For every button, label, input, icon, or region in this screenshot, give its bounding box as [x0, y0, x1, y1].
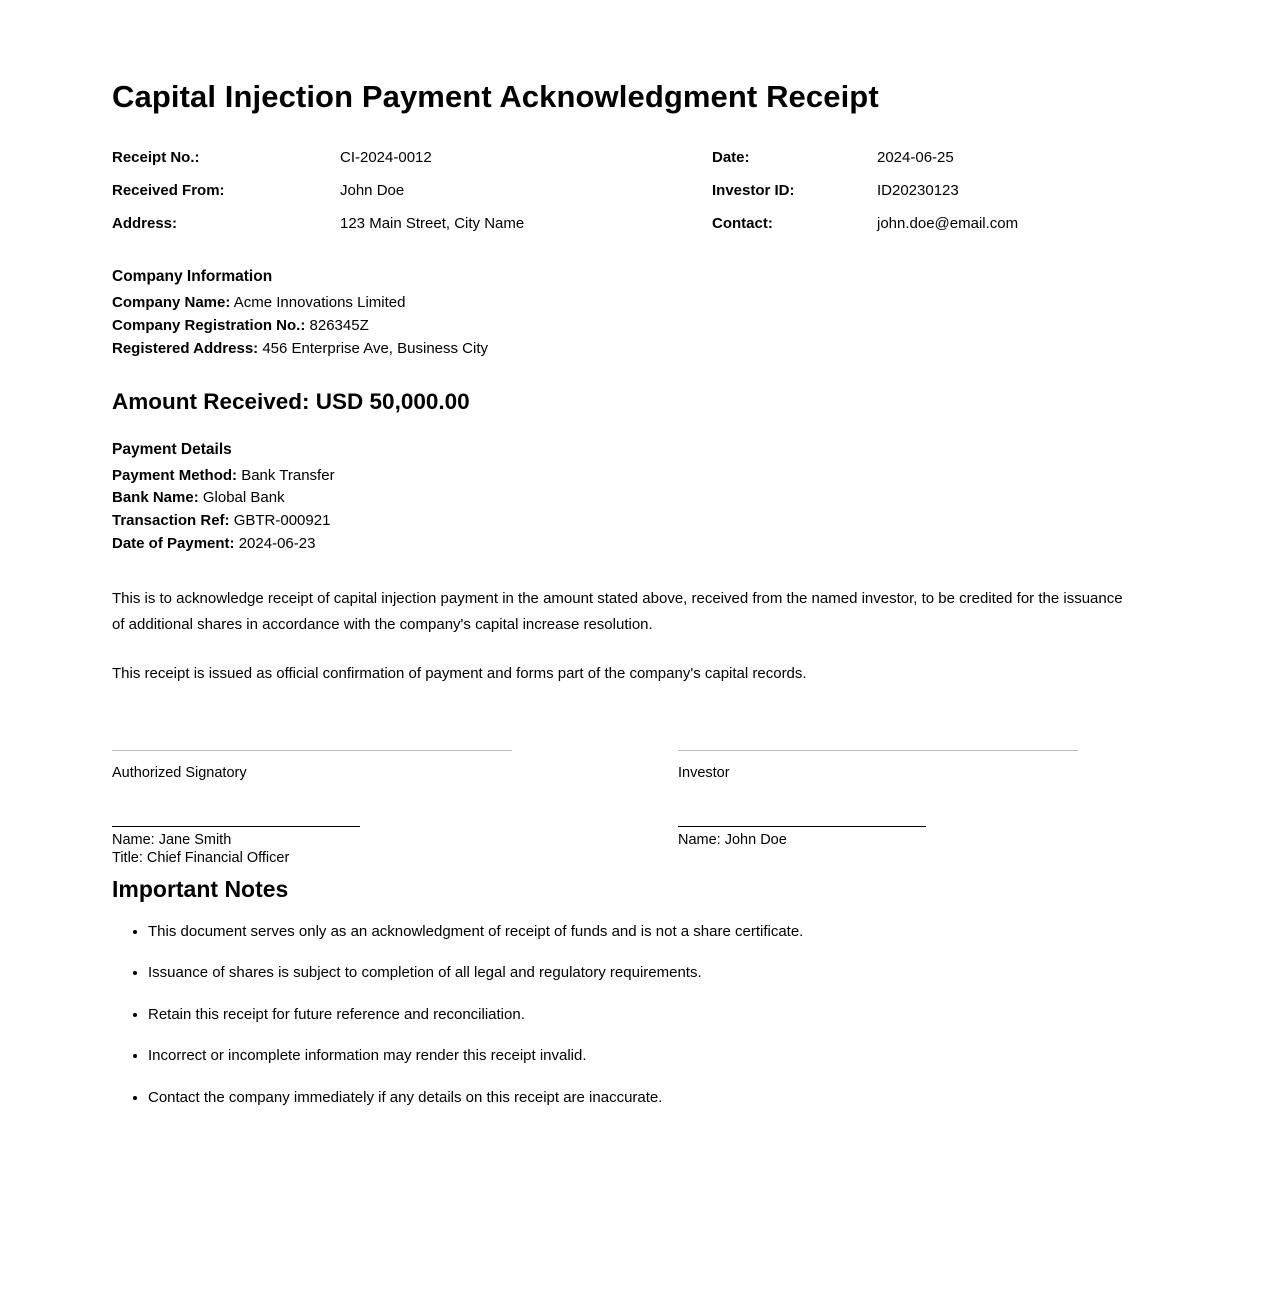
bank-name-line	[112, 487, 1166, 510]
date-of-payment-line	[112, 533, 1166, 556]
name-rule-authorized	[112, 826, 360, 827]
company-name-value: Acme Innovations Limited	[233, 294, 406, 312]
receipt-meta-grid	[112, 149, 1166, 232]
registered-address-value: 456 Enterprise Ave, Business City	[262, 339, 489, 357]
received-from-value: John Doe	[340, 182, 405, 200]
payment-method-line	[112, 465, 1166, 488]
name-rule-investor	[678, 826, 926, 827]
important-notes-list	[112, 921, 1166, 1110]
acknowledgment-paragraph: This is to acknowledge receipt of capital injection payment in the amount stated above, received from the named investor, to be credited for the issuance of additional shares in accordance with the company's capital increase resolution.	[112, 589, 1123, 634]
signature-block-authorized	[112, 750, 639, 868]
receipt-no-value: CI-2024-0012	[340, 149, 432, 167]
confirmation-paragraph: This receipt is issued as official confirmation of payment and forms part of the company's capital records.	[112, 665, 807, 683]
signature-role-investor: Investor	[678, 764, 730, 781]
transaction-ref-value: GBTR-000921	[233, 512, 331, 530]
company-registration-value: 826345Z	[309, 316, 369, 334]
signature-name-authorized: Name: Jane Smith	[112, 831, 232, 848]
bank-name-label: Bank Name:	[112, 489, 199, 507]
registered-address-line	[112, 338, 1166, 361]
signature-title-authorized: Title: Chief Financial Officer	[112, 850, 290, 867]
payment-method-value: Bank Transfer	[241, 466, 335, 484]
contact-label: Contact:	[712, 215, 773, 233]
date-label: Date:	[712, 149, 750, 167]
transaction-ref-label: Transaction Ref:	[112, 512, 230, 530]
signature-area	[112, 750, 1166, 868]
company-name-label: Company Name:	[112, 294, 231, 312]
date-of-payment-value: 2024-06-23	[238, 534, 316, 552]
contact-value: john.doe@email.com	[877, 215, 1019, 233]
company-registration-label: Company Registration No.:	[112, 316, 306, 334]
investor-id-value: ID20230123	[877, 182, 959, 200]
investor-id-label: Investor ID:	[712, 182, 795, 200]
payment-method-label: Payment Method:	[112, 466, 238, 484]
received-from-label: Received From:	[112, 182, 225, 200]
company-information-section	[112, 268, 1166, 360]
signature-block-investor	[639, 750, 1166, 868]
bank-name-value: Global Bank	[202, 489, 285, 507]
company-registration-line	[112, 315, 1166, 338]
address-label: Address:	[112, 215, 178, 233]
page-title: Capital Injection Payment Acknowledgment Receipt	[112, 79, 879, 114]
signature-role-authorized: Authorized Signatory	[112, 764, 247, 781]
company-information-heading: Company Information	[112, 268, 273, 286]
list-item: • Retain this receipt for future reference and reconciliation.	[148, 1004, 1166, 1027]
company-name-line	[112, 292, 1166, 315]
address-value: 123 Main Street, City Name	[340, 215, 525, 233]
date-value: 2024-06-25	[877, 149, 954, 167]
registered-address-label: Registered Address:	[112, 339, 259, 357]
signature-rule-authorized	[112, 750, 512, 751]
signature-rule-investor	[678, 750, 1078, 751]
list-item: • Contact the company immediately if any details on this receipt are inaccurate.	[148, 1087, 1166, 1110]
transaction-ref-line	[112, 510, 1166, 533]
important-notes-heading: Important Notes	[112, 875, 289, 902]
list-item: • This document serves only as an acknowledgment of receipt of funds and is not a share certificate.	[148, 921, 1166, 944]
list-item: • Incorrect or incomplete information may render this receipt invalid.	[148, 1045, 1166, 1068]
payment-details-section	[112, 441, 1166, 556]
amount-received: Amount Received: USD 50,000.00	[112, 388, 470, 414]
date-of-payment-label: Date of Payment:	[112, 534, 235, 552]
list-item: • Issuance of shares is subject to completion of all legal and regulatory requirements.	[148, 962, 1166, 985]
receipt-no-label: Receipt No.:	[112, 149, 200, 167]
payment-details-heading: Payment Details	[112, 440, 232, 458]
signature-name-investor: Name: John Doe	[678, 831, 787, 848]
